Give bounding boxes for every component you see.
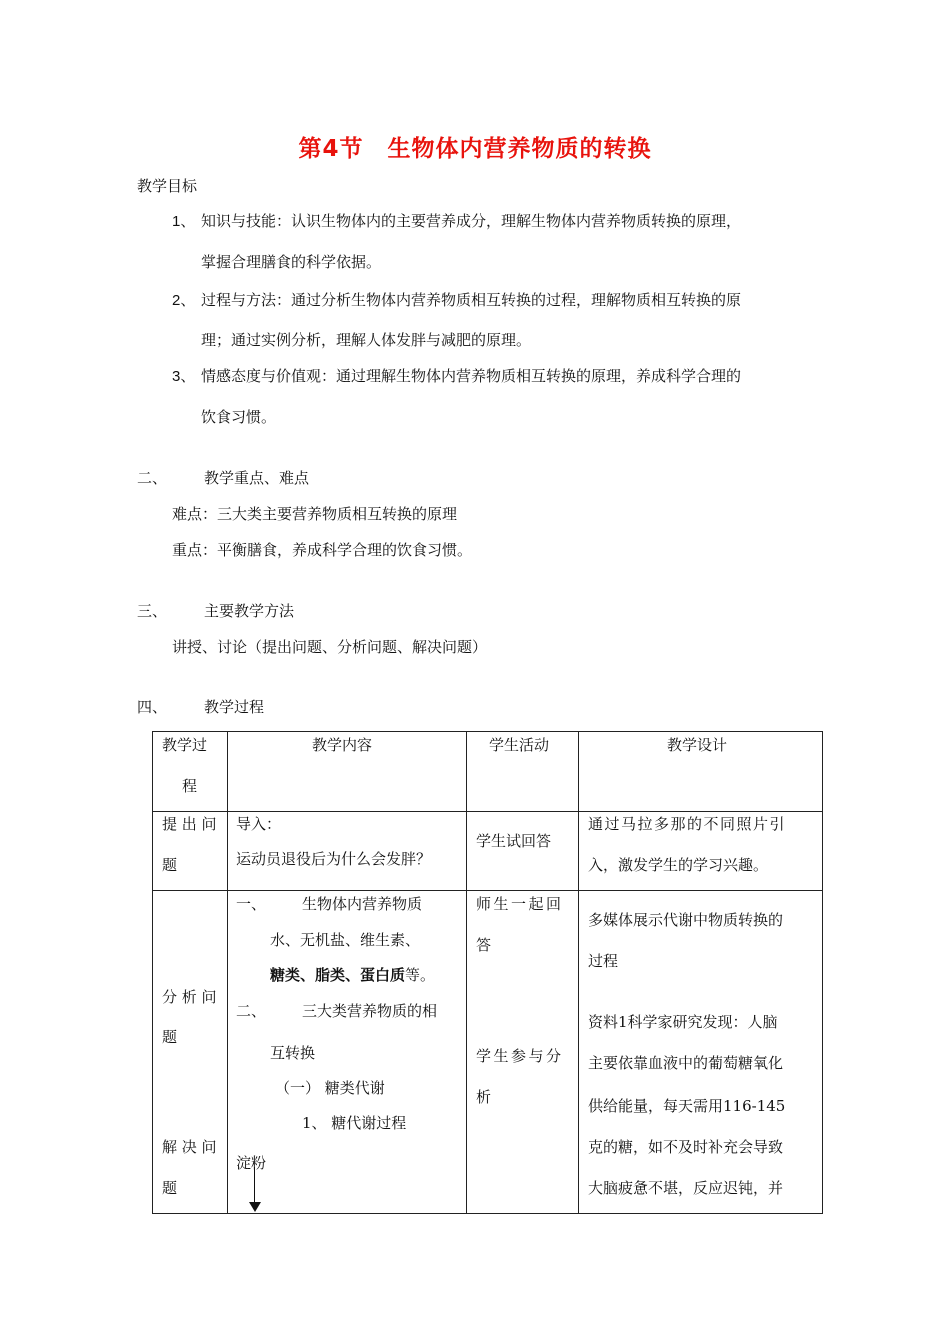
goal-2-line1: 过程与方法：通过分析生物体内营养物质相互转换的过程，理解物质相互转换的原 bbox=[201, 291, 742, 309]
goal-1-line1: 知识与技能：认识生物体内的主要营养成分，理解生物体内营养物质转换的原理， bbox=[201, 212, 742, 230]
difficulty-text: 难点：三大类主要营养物质相互转换的原理 bbox=[172, 505, 458, 523]
row1-content-line1: 导入： bbox=[236, 815, 282, 833]
row2-activity-line2: 答 bbox=[476, 936, 492, 954]
row2-design-line2: 过程 bbox=[588, 952, 619, 970]
section2-heading: 教学重点、难点 bbox=[204, 469, 310, 487]
goal-2-line2: 理；通过实例分析，理解人体发胖与减肥的原理。 bbox=[201, 331, 532, 349]
section4-number: 四、 bbox=[137, 698, 168, 716]
nutrient-highlight: 糖类、脂类、蛋白质 bbox=[270, 966, 406, 984]
content-sugar-process: 1、 糖代谢过程 bbox=[302, 1114, 407, 1132]
arrowhead-icon bbox=[249, 1202, 261, 1212]
content-item1-line2: 水、无机盐、维生素、 bbox=[270, 931, 421, 949]
content-item1-title: 生物体内营养物质 bbox=[302, 895, 423, 913]
row2-activity-line1: 师生一起回 bbox=[476, 895, 564, 913]
content-item2-number: 二、 bbox=[236, 1002, 267, 1020]
row2-design-line4: 主要依靠血液中的葡萄糖氧化 bbox=[588, 1054, 784, 1072]
row2-activity-line3: 学生参与分 bbox=[476, 1047, 564, 1065]
goal-3-line1: 情感态度与价值观：通过理解生物体内营养物质相互转换的原理，养成科学合理的 bbox=[201, 367, 742, 385]
content-starch-label: 淀粉 bbox=[236, 1154, 267, 1172]
page-title: 第4节 生物体内营养物质的转换 bbox=[298, 136, 652, 162]
row2-design-line6: 克的糖，如不及时补充会导致 bbox=[588, 1138, 784, 1156]
nutrient-suffix: 等。 bbox=[405, 966, 436, 984]
section3-heading: 主要教学方法 bbox=[204, 602, 295, 620]
row2-design-line1: 多媒体展示代谢中物质转换的 bbox=[588, 911, 784, 929]
teaching-method-text: 讲授、讨论（提出问题、分析问题、解决问题） bbox=[172, 638, 488, 656]
table-divider bbox=[153, 811, 822, 812]
content-subsection-sugar: （一） 糖类代谢 bbox=[275, 1079, 385, 1097]
row2-process-analyze-line1: 分 析 问 bbox=[162, 988, 217, 1006]
down-arrow-icon bbox=[254, 1167, 255, 1203]
row1-design-line1: 通过马拉多那的不同照片引 bbox=[588, 815, 787, 833]
section2-number: 二、 bbox=[137, 469, 168, 487]
header-content: 教学内容 bbox=[312, 736, 373, 754]
content-item2-title: 三大类营养物质的相 bbox=[302, 1002, 438, 1020]
header-process-line2: 程 bbox=[182, 777, 198, 795]
key-point-text: 重点：平衡膳食，养成科学合理的饮食习惯。 bbox=[172, 541, 473, 559]
goal-3-number: 3、 bbox=[172, 368, 196, 385]
goal-3-line2: 饮食习惯。 bbox=[201, 408, 277, 426]
row2-process-solve-line2: 题 bbox=[162, 1179, 178, 1197]
goal-1-line2: 掌握合理膳食的科学依据。 bbox=[201, 253, 382, 271]
row2-design-line3: 资料1科学家研究发现：人脑 bbox=[588, 1013, 778, 1031]
table-divider bbox=[466, 732, 467, 1213]
section3-number: 三、 bbox=[137, 602, 168, 620]
section4-heading: 教学过程 bbox=[204, 698, 265, 716]
row2-process-solve-line1: 解 决 问 bbox=[162, 1138, 217, 1156]
content-item2-line2: 互转换 bbox=[270, 1044, 316, 1062]
row1-process-line2: 题 bbox=[162, 856, 178, 874]
header-design: 教学设计 bbox=[667, 736, 728, 754]
goal-1-number: 1、 bbox=[172, 213, 196, 230]
content-item1-line3 bbox=[270, 968, 435, 983]
header-activity: 学生活动 bbox=[489, 736, 550, 754]
row2-design-line7: 大脑疲惫不堪，反应迟钝，并 bbox=[588, 1179, 784, 1197]
row1-design-line2: 入，激发学生的学习兴趣。 bbox=[588, 856, 769, 874]
goal-2-number: 2、 bbox=[172, 292, 196, 309]
row2-design-line5: 供给能量，每天需用116-145 bbox=[588, 1097, 786, 1115]
section-goals-heading: 教学目标 bbox=[137, 177, 198, 195]
row1-process-line1: 提 出 问 bbox=[162, 815, 217, 833]
table-divider bbox=[153, 890, 822, 891]
table-divider bbox=[227, 732, 228, 1213]
row1-content-line2: 运动员退役后为什么会发胖？ bbox=[236, 850, 432, 868]
content-item1-number: 一、 bbox=[236, 895, 267, 913]
row2-activity-line4: 析 bbox=[476, 1088, 492, 1106]
row2-process-analyze-line2: 题 bbox=[162, 1028, 178, 1046]
row1-activity: 学生试回答 bbox=[476, 832, 552, 850]
header-process-line1: 教学过 bbox=[162, 736, 208, 754]
table-divider bbox=[578, 732, 579, 1213]
